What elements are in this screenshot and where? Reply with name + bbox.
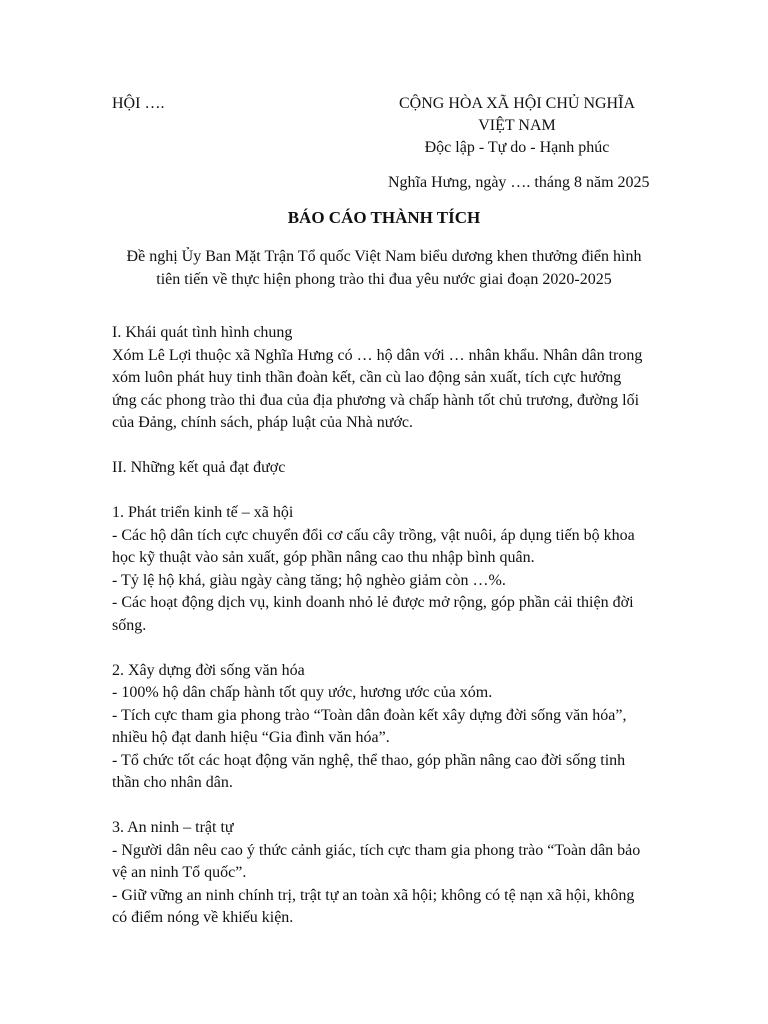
sub2-line: thần cho nhân dân. xyxy=(112,774,233,791)
section1-line: Xóm Lê Lợi thuộc xã Nghĩa Hưng có … hộ dân với … nhân khẩu. Nhân dân trong xyxy=(112,346,643,364)
sub2-line: - Tổ chức tốt các hoạt động văn nghệ, thể thao, góp phần nâng cao đời sống tinh xyxy=(112,751,626,769)
section1-line: của Đảng, chính sách, pháp luật của Nhà nước. xyxy=(112,414,414,431)
section1-line: xóm luôn phát huy tinh thần đoàn kết, cần cù lao động sản xuất, tích cực hưởng xyxy=(112,369,622,386)
sub3-line: có điểm nóng về khiếu kiện. xyxy=(112,909,294,926)
paragraph-gap xyxy=(112,637,664,660)
section2-heading: II. Những kết quả đạt được xyxy=(112,459,286,476)
paragraph-gap xyxy=(112,435,664,458)
date-line: Nghĩa Hưng, ngày …. tháng 8 năm 2025 xyxy=(388,174,650,191)
sub1-line: sống. xyxy=(112,616,147,634)
section1-heading: I. Khái quát tình hình chung xyxy=(112,324,293,341)
sub3-line: - Người dân nêu cao ý thức cảnh giác, tích cực tham gia phong trào “Toàn dân bảo xyxy=(112,841,641,859)
sub1-heading: 1. Phát triển kinh tế – xã hội xyxy=(112,504,294,521)
sub1-line: - Các hoạt động dịch vụ, kinh doanh nhỏ lẻ được mở rộng, góp phần cải thiện đời xyxy=(112,594,634,611)
paragraph-gap xyxy=(112,480,664,503)
document-title: BÁO CÁO THÀNH TÍCH xyxy=(287,208,481,227)
document-subtitle xyxy=(0,245,768,291)
sub3-line: vệ an ninh Tổ quốc”. xyxy=(112,864,247,881)
subtitle-line2: tiên tiến về thực hiện phong trào thi đua yêu nước giai đoạn 2020-2025 xyxy=(156,271,612,288)
motto: Độc lập - Tự do - Hạnh phúc xyxy=(424,139,610,156)
paragraph-gap xyxy=(112,795,664,818)
sub1-line: học kỹ thuật vào sản xuất, góp phần nâng cao thu nhập bình quân. xyxy=(112,549,535,566)
sub1-line: - Các hộ dân tích cực chuyển đổi cơ cấu cây trồng, vật nuôi, áp dụng tiến bộ khoa xyxy=(112,526,635,544)
national-header xyxy=(372,93,662,159)
organization-name: HỘI …. xyxy=(112,95,165,112)
document-body xyxy=(112,322,664,930)
sub2-line: nhiều hộ đạt danh hiệu “Gia đình văn hóa”. xyxy=(112,729,390,746)
sub3-heading: 3. An ninh – trật tự xyxy=(112,819,234,836)
sub3-line: - Giữ vững an ninh chính trị, trật tự an toàn xã hội; không có tệ nạn xã hội, không xyxy=(112,886,635,904)
national-title-line2: VIỆT NAM xyxy=(478,117,556,134)
national-title-line1: CỘNG HÒA XÃ HỘI CHỦ NGHĨA xyxy=(399,95,635,112)
sub2-line: - Tích cực tham gia phong trào “Toàn dân đoàn kết xây dựng đời sống văn hóa”, xyxy=(112,706,627,724)
sub2-heading: 2. Xây dựng đời sống văn hóa xyxy=(112,661,305,679)
section1-line: ứng các phong trào thi đua của địa phương và chấp hành tốt chủ trương, đường lối xyxy=(112,391,640,409)
sub2-line: - 100% hộ dân chấp hành tốt quy ước, hương ước của xóm. xyxy=(112,684,493,701)
sub1-line: - Tỷ lệ hộ khá, giàu ngày càng tăng; hộ nghèo giảm còn …%. xyxy=(112,571,506,589)
subtitle-line1: Đề nghị Ủy Ban Mặt Trận Tổ quốc Việt Nam biểu dương khen thưởng điển hình xyxy=(126,248,642,265)
